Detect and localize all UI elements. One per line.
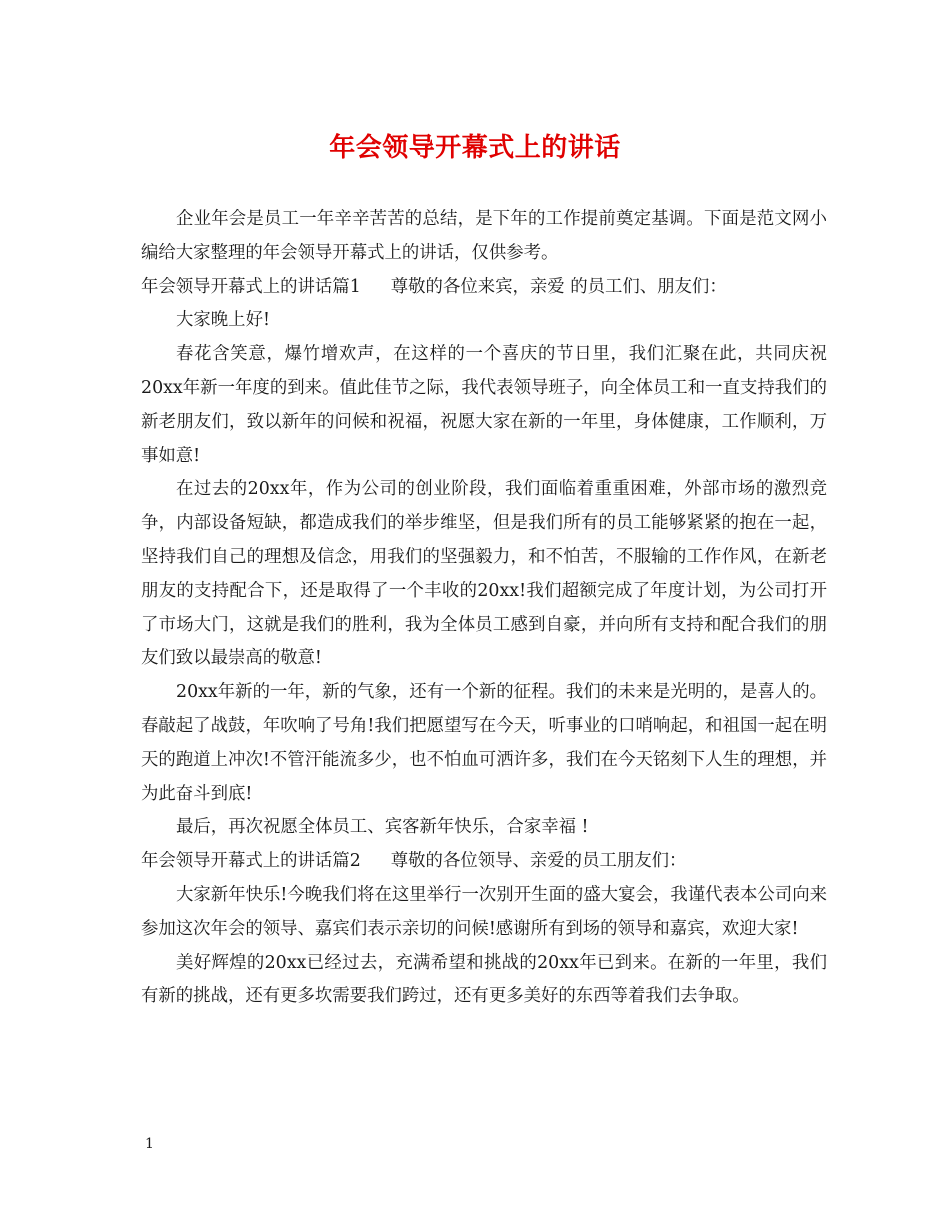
body-paragraph: 大家晚上好! <box>176 310 270 331</box>
body-paragraph: 在过去的20xx年，作为公司的创业阶段，我们面临着重重困难，外部市场的激烈竞争，内部设备短缺，都造成我们的举步维坚，但是我们所有的员工能够紧紧的抱在一起，坚持我们自己的理想及信念，用我们的坚强毅力，和不怕苦，不服输的工作作风，在新老朋友的支持配合下，还是取得了一个丰收的20xx!我们超额完成了年度计划，为公司打开了市场大门，这就是我们的胜利，我为全体员工感到自豪，并向所有支持和配合我们的朋友们致以最崇高的敬意! <box>141 479 827 669</box>
section-title: 年会领导开幕式上的讲话篇2 <box>141 851 361 872</box>
section-title: 年会领导开幕式上的讲话篇1 <box>141 276 361 297</box>
page-number: 1 <box>145 1136 154 1152</box>
salutation: 尊敬的各位领导、亲爱的员工朋友们： <box>390 851 687 872</box>
body-paragraph: 最后，再次祝愿全体员工、宾客新年快乐，合家幸福 ! <box>176 817 589 838</box>
document-title: 年会领导开幕式上的讲话 <box>329 133 621 163</box>
body-paragraph: 大家新年快乐!今晚我们将在这里举行一次别开生面的盛大宴会，我谨代表本公司向来参加这次年会的领导、嘉宾们表示亲切的问候!感谢所有到场的领导和嘉宾，欢迎大家! <box>141 884 827 939</box>
document-body <box>141 203 827 1014</box>
section-heading <box>141 845 827 879</box>
salutation: 尊敬的各位来宾，亲爱 的员工们、朋友们： <box>390 276 727 297</box>
body-paragraph: 美好辉煌的20xx已经过去，充满希望和挑战的20xx年已到来。在新的一年里，我们有新的挑战，还有更多坎需要我们跨过，还有更多美好的东西等着我们去争取。 <box>141 952 827 1007</box>
body-paragraph: 20xx年新的一年，新的气象，还有一个新的征程。我们的未来是光明的，是喜人的。春敲起了战鼓，年吹响了号角!我们把愿望写在今天，听事业的口哨响起，和祖国一起在明天的跑道上冲次!不管汗能流多少，也不怕血可洒许多，我们在今天铭刻下人生的理想，并为此奋斗到底! <box>141 682 827 804</box>
body-paragraph: 春花含笑意，爆竹增欢声，在这样的一个喜庆的节日里，我们汇聚在此，共同庆祝20xx年新一年度的到来。值此佳节之际，我代表领导班子，向全体员工和一直支持我们的新老朋友们，致以新年的问候和祝福，祝愿大家在新的一年里，身体健康，工作顺利，万事如意! <box>141 344 827 466</box>
intro-paragraph: 企业年会是员工一年辛辛苦苦的总结，是下年的工作提前奠定基调。下面是范文网小编给大家整理的年会领导开幕式上的讲话，仅供参考。 <box>141 209 827 263</box>
section-heading <box>141 271 827 305</box>
